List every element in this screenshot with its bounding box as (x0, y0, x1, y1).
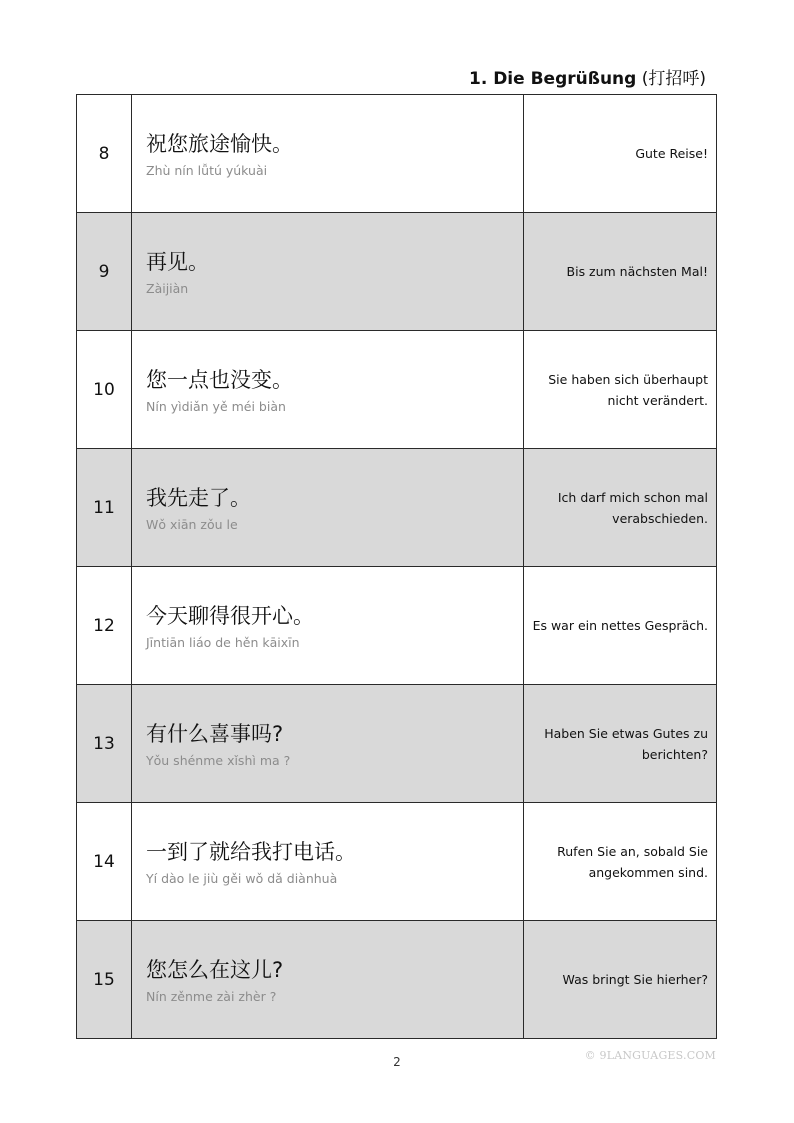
table-row (77, 685, 717, 803)
phrase-table (76, 94, 717, 1039)
chinese-phrase: 有什么喜事吗? (146, 722, 284, 746)
german-translation: Haben Sie etwas Gutes zu berichten? (524, 685, 717, 803)
pinyin-text: Wǒ xiān zǒu le (146, 517, 238, 532)
chinese-cell (132, 331, 524, 449)
row-number: 14 (77, 803, 132, 921)
chinese-cell (132, 567, 524, 685)
german-translation: Sie haben sich überhaupt nicht verändert. (524, 331, 717, 449)
pinyin-text: Zhù nín lǚtú yúkuài (146, 163, 268, 178)
german-translation: Bis zum nächsten Mal! (524, 213, 717, 331)
row-number: 11 (77, 449, 132, 567)
row-number: 8 (77, 95, 132, 213)
chinese-cell (132, 449, 524, 567)
pinyin-text: Yí dào le jiù gěi wǒ dǎ diànhuà (146, 871, 338, 886)
section-title-main: 1. Die Begrüßung (468, 69, 637, 89)
watermark: © 9LANGUAGES.COM (584, 1049, 716, 1062)
chinese-phrase: 您一点也没变。 (146, 368, 293, 392)
row-number: 10 (77, 331, 132, 449)
chinese-phrase: 再见。 (146, 250, 209, 274)
chinese-phrase: 祝您旅途愉快。 (146, 132, 293, 156)
chinese-cell (132, 95, 524, 213)
german-translation: Es war ein nettes Gespräch. (524, 567, 717, 685)
german-translation: Gute Reise! (524, 95, 717, 213)
row-number: 9 (77, 213, 132, 331)
pinyin-text: Nín zěnme zài zhèr ? (146, 989, 277, 1004)
chinese-phrase: 一到了就给我打电话。 (146, 840, 356, 864)
table-row (77, 213, 717, 331)
chinese-phrase: 您怎么在这儿? (146, 958, 284, 982)
chinese-cell (132, 921, 524, 1039)
table-row (77, 803, 717, 921)
chinese-cell (132, 685, 524, 803)
chinese-phrase: 我先走了。 (146, 486, 251, 510)
section-title (469, 64, 706, 89)
chinese-phrase: 今天聊得很开心。 (146, 604, 314, 628)
pinyin-text: Yǒu shénme xǐshì ma ? (146, 753, 291, 768)
chinese-cell (132, 803, 524, 921)
german-translation: Ich darf mich schon mal verabschieden. (524, 449, 717, 567)
pinyin-text: Nín yìdiǎn yě méi biàn (146, 399, 286, 414)
table-row (77, 449, 717, 567)
row-number: 15 (77, 921, 132, 1039)
page-number: 2 (393, 1055, 401, 1069)
row-number: 13 (77, 685, 132, 803)
chinese-cell (132, 213, 524, 331)
german-translation: Was bringt Sie hierher? (524, 921, 717, 1039)
row-number: 12 (77, 567, 132, 685)
pinyin-text: Jīntiān liáo de hěn kāixīn (146, 635, 300, 650)
table-row (77, 567, 717, 685)
table-row (77, 921, 717, 1039)
pinyin-text: Zàijiàn (146, 281, 189, 296)
table-row (77, 331, 717, 449)
section-title-chinese: (打招呼) (636, 69, 706, 89)
table-row (77, 95, 717, 213)
german-translation: Rufen Sie an, sobald Sie angekommen sind. (524, 803, 717, 921)
